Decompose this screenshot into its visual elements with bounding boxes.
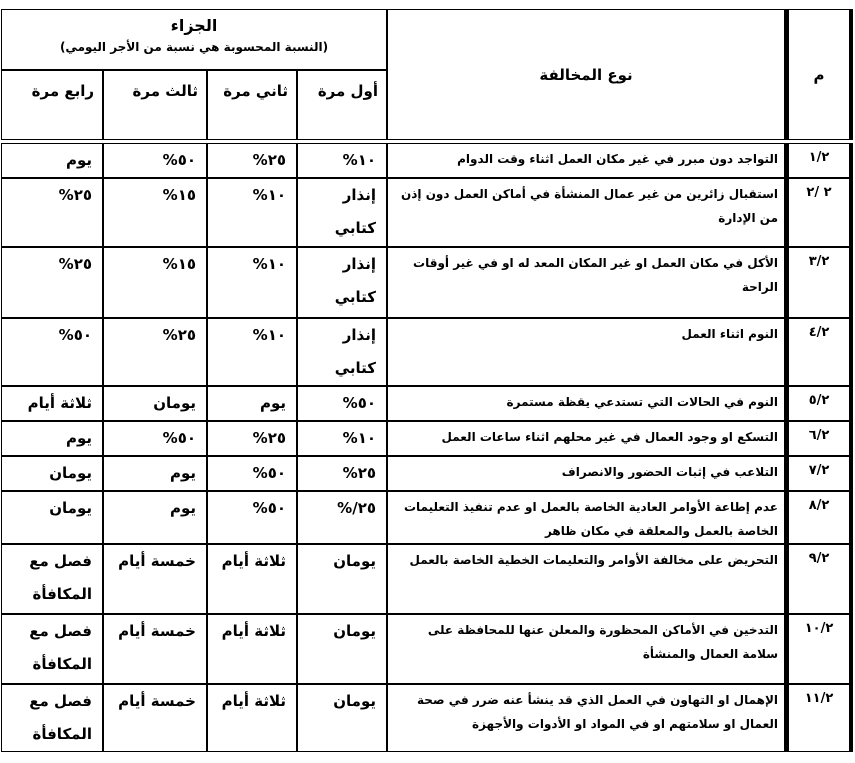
- penalty-fourth: فصل مع المكافأة: [1, 614, 103, 684]
- penalty-title: الجزاء: [170, 16, 218, 35]
- penalty-fourth: ٢٥%: [1, 178, 103, 247]
- penalty-first: إنذار كتابي: [297, 318, 387, 386]
- row-number: ١/٢: [785, 143, 853, 178]
- number-header: م: [785, 9, 853, 140]
- penalty-second: ٥٠%: [207, 491, 297, 544]
- violation-description: النوم اثناء العمل: [387, 318, 785, 386]
- violation-type-header: نوع المخالفة: [387, 9, 785, 140]
- violation-description: التواجد دون مبرر في غير مكان العمل اثناء وقت الدوام: [387, 143, 785, 178]
- table-row: [1, 544, 853, 614]
- penalty-second: ثلاثة أيام: [207, 684, 297, 752]
- table-row: [1, 421, 853, 456]
- penalty-fourth: فصل مع المكافأة: [1, 544, 103, 614]
- penalty-fourth: فصل مع المكافأة: [1, 684, 103, 752]
- penalty-fourth: يومان: [1, 456, 103, 491]
- table-row: [1, 178, 853, 247]
- violation-description: التسكع او وجود العمال في غير محلهم اثناء ساعات العمل: [387, 421, 785, 456]
- violation-description: التدخين في الأماكن المحظورة والمعلن عنها للمحافظة على سلامة العمال والمنشأة: [387, 614, 785, 684]
- penalty-first: إنذار كتابي: [297, 247, 387, 318]
- penalty-third: خمسة أيام: [103, 684, 207, 752]
- penalty-subtitle: (النسبة المحسوبة هي نسبة من الأجر اليومي): [59, 40, 329, 54]
- fourth-time-header: رابع مرة: [1, 70, 103, 140]
- violation-description: التحريض على مخالفة الأوامر والتعليمات الخطية الخاصة بالعمل: [387, 544, 785, 614]
- table-row: [1, 491, 853, 544]
- penalty-third: ٢٥%: [103, 318, 207, 386]
- violation-description: النوم في الحالات التي تستدعي يقظة مستمرة: [387, 386, 785, 421]
- table-row: [1, 386, 853, 421]
- violation-description: التلاعب في إثبات الحضور والانصراف: [387, 456, 785, 491]
- violation-description: الإهمال او التهاون في العمل الذي قد ينشأ عنه ضرر في صحة العمال او سلامتهم او في المواد او الأدوات والأجهزة: [387, 684, 785, 752]
- violation-description: استقبال زائرين من غير عمال المنشأة في أماكن العمل دون إذن من الإدارة: [387, 178, 785, 247]
- penalty-second: ٢٥%: [207, 143, 297, 178]
- penalty-first: ٢٥%: [297, 456, 387, 491]
- penalty-third: يوم: [103, 456, 207, 491]
- penalty-fourth: ٥٠%: [1, 318, 103, 386]
- penalty-second: ١٠%: [207, 178, 297, 247]
- penalty-fourth: يوم: [1, 143, 103, 178]
- penalty-second: ثلاثة أيام: [207, 614, 297, 684]
- third-time-header: ثالث مرة: [103, 70, 207, 140]
- row-number: ١١/٢: [785, 684, 853, 752]
- row-number: ٢ /٢: [785, 178, 853, 247]
- row-number: ٩/٢: [785, 544, 853, 614]
- table-row: [1, 614, 853, 684]
- penalty-third: خمسة أيام: [103, 544, 207, 614]
- table-row: [1, 143, 853, 178]
- penalty-first: يومان: [297, 544, 387, 614]
- penalty-first: يومان: [297, 614, 387, 684]
- penalty-header: [1, 9, 387, 70]
- row-number: ٦/٢: [785, 421, 853, 456]
- penalty-first: ٥٠%: [297, 386, 387, 421]
- penalty-fourth: يوم: [1, 421, 103, 456]
- penalty-second: يوم: [207, 386, 297, 421]
- penalty-third: خمسة أيام: [103, 614, 207, 684]
- table-row: [1, 247, 853, 318]
- row-number: ٤/٢: [785, 318, 853, 386]
- violation-description: عدم إطاعة الأوامر العادية الخاصة بالعمل او عدم تنفيذ التعليمات الخاصة بالعمل والمعلقة في مكان ظاهر: [387, 491, 785, 544]
- penalty-second: ٥٠%: [207, 456, 297, 491]
- first-time-header: أول مرة: [297, 70, 387, 140]
- penalty-third: يومان: [103, 386, 207, 421]
- table-row: [1, 456, 853, 491]
- penalties-table: [1, 9, 853, 752]
- penalty-first: ١٠%: [297, 143, 387, 178]
- row-number: ١٠/٢: [785, 614, 853, 684]
- penalty-third: ١٥%: [103, 178, 207, 247]
- violation-description: الأكل في مكان العمل او غير المكان المعد له او في غير أوقات الراحة: [387, 247, 785, 318]
- penalty-second: ١٠%: [207, 247, 297, 318]
- penalty-fourth: ٢٥%: [1, 247, 103, 318]
- penalty-fourth: ثلاثة أيام: [1, 386, 103, 421]
- penalty-second: ١٠%: [207, 318, 297, 386]
- table-row: [1, 684, 853, 752]
- row-number: ٧/٢: [785, 456, 853, 491]
- penalty-third: ١٥%: [103, 247, 207, 318]
- penalty-third: يوم: [103, 491, 207, 544]
- penalty-third: ٥٠%: [103, 421, 207, 456]
- penalty-second: ٢٥%: [207, 421, 297, 456]
- penalty-first: ١٠%: [297, 421, 387, 456]
- penalty-second: ثلاثة أيام: [207, 544, 297, 614]
- penalty-first: يومان: [297, 684, 387, 752]
- row-number: ٣/٢: [785, 247, 853, 318]
- row-number: ٥/٢: [785, 386, 853, 421]
- penalty-first: إنذار كتابي: [297, 178, 387, 247]
- penalty-third: ٥٠%: [103, 143, 207, 178]
- table-row: [1, 318, 853, 386]
- second-time-header: ثاني مرة: [207, 70, 297, 140]
- penalty-first: ٢٥/%: [297, 491, 387, 544]
- penalty-fourth: يومان: [1, 491, 103, 544]
- row-number: ٨/٢: [785, 491, 853, 544]
